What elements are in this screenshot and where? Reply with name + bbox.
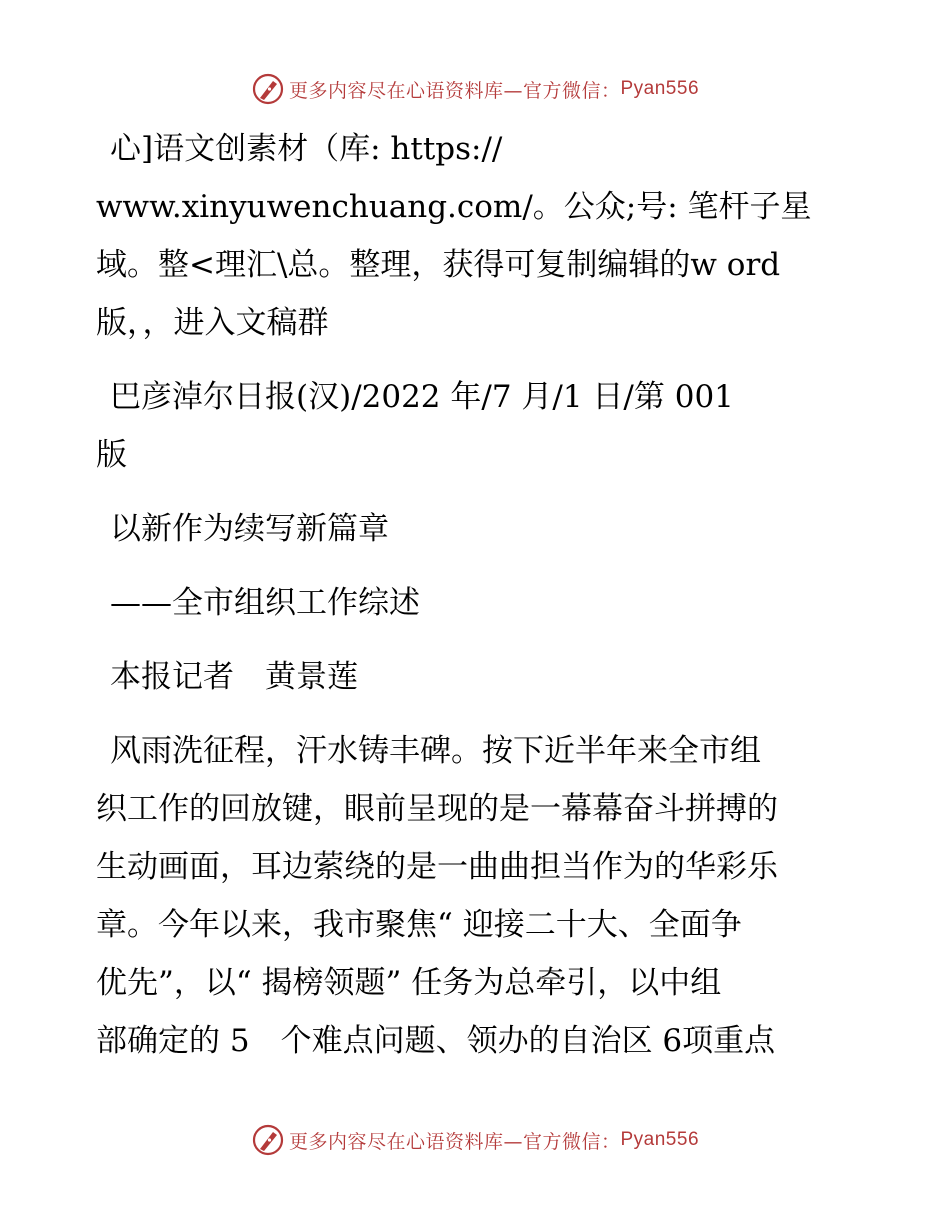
subheadline: ——全市组织工作综述: [110, 585, 420, 621]
intro-block: [96, 120, 866, 352]
header-watermark: [0, 72, 950, 106]
paragraph-line: 章。今年以来，我市聚焦“ 迎接二十大、全面争: [96, 907, 742, 943]
intro-line: 版，，进入文稿群: [96, 305, 329, 341]
watermark-wechat-id: Pyan556: [620, 78, 700, 99]
intro-line: 心]语文创素材（库: https://: [110, 131, 503, 167]
watermark-text: 更多内容尽在心语资料库—官方微信：: [288, 1130, 621, 1153]
pen-nib-logo-icon: [251, 1123, 285, 1157]
intro-line: 域。整<理汇\总。整理，获得可复制编辑的w ord: [96, 247, 781, 283]
paragraph-line: 织工作的回放键，眼前呈现的是一幕幕奋斗拼搏的: [96, 791, 778, 827]
pen-nib-logo-icon: [251, 72, 285, 106]
paragraph-line: 风雨洗征程，汗水铸丰碑。按下近半年来全市组: [110, 733, 761, 769]
footer-watermark: [0, 1123, 950, 1157]
source-line: 版: [96, 437, 127, 473]
source-block: [96, 368, 866, 484]
byline: 本报记者 黄景莲: [110, 659, 358, 695]
intro-line: www.xinyuwenchuang.com/。公众;号: 笔杆子星: [96, 189, 812, 225]
source-line: 巴彦淖尔日报(汉)/2022 年/7 月/1 日/第 001: [110, 379, 734, 415]
headline: 以新作为续写新篇章: [110, 511, 389, 547]
watermark-wechat-id: Pyan556: [620, 1129, 700, 1150]
article-paragraph: [96, 722, 866, 1070]
paragraph-line: 优先”，以“ 揭榜领题” 任务为总牵引，以中组: [96, 965, 722, 1001]
document-body: [96, 120, 866, 1070]
paragraph-line: 部确定的 5 个难点问题、领办的自治区 6项重点: [96, 1023, 776, 1059]
watermark-text: 更多内容尽在心语资料库—官方微信：: [288, 79, 621, 102]
paragraph-line: 生动画面，耳边萦绕的是一曲曲担当作为的华彩乐: [96, 849, 778, 885]
